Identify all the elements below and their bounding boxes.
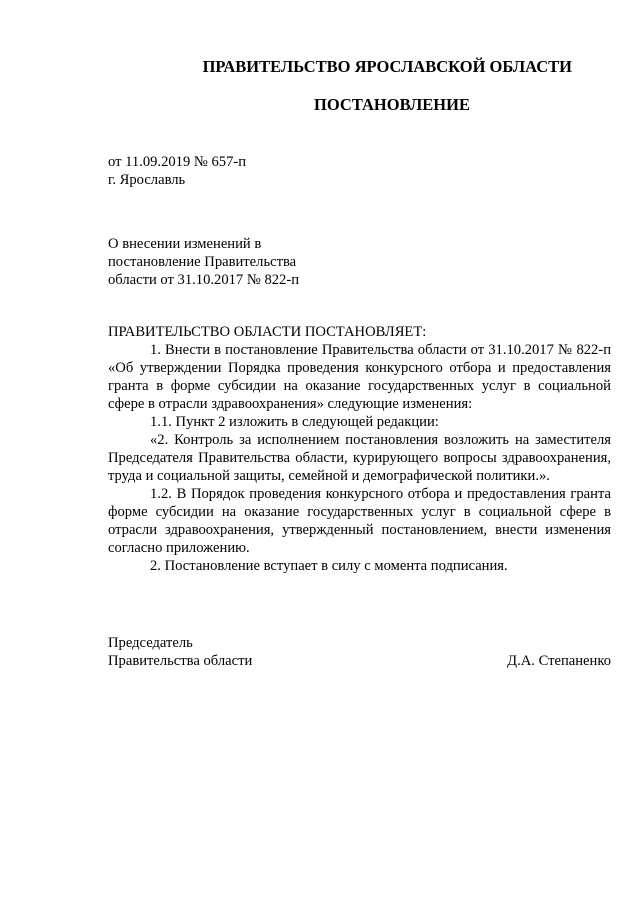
signatory-title-line1: Председатель [108,635,193,651]
body-paragraph: «2. Контроль за исполнением постановления возложить на заместителя Председателя Правительства области, курирующего вопросы здравоохранения, труда и социальной защиты, семейной и демографической политики.». [108,432,611,484]
subject-line: области от 31.10.2017 № 822-п [108,272,300,288]
body-paragraph: 1.1. Пункт 2 изложить в следующей редакции: [150,414,439,430]
document-subject [108,235,368,289]
decree-statement: ПРАВИТЕЛЬСТВО ОБЛАСТИ ПОСТАНОВЛЯЕТ: [108,324,427,340]
document-type-heading: ПОСТАНОВЛЕНИЕ [314,95,470,114]
document-date-number: от 11.09.2019 № 657-п [108,154,247,170]
body-paragraph: 1. Внести в постановление Правительства области от 31.10.2017 № 822-п «Об утверждении Порядка проведения конкурсного отбора и предоставления гранта в форме субсидии на оказание государственных услуг в социальной сфере в отрасли здравоохранения» следующие изменения: [108,342,611,412]
subject-line: О внесении изменений в [108,236,262,252]
body-paragraph: 2. Постановление вступает в силу с момента подписания. [150,558,508,574]
body-paragraph: 1.2. В Порядок проведения конкурсного отбора и предоставления гранта форме субсидии на оказание государственных услуг в социальной сфере в отрасли здравоохранения, утвержденный постановлением, внести изменения согласно приложению. [108,486,611,556]
signatory-title-line2: Правительства области [108,653,253,669]
document-city: г. Ярославль [108,172,186,188]
signature-row [108,652,611,670]
signatory-name: Д.А. Степаненко [507,653,611,669]
government-title: ПРАВИТЕЛЬСТВО ЯРОСЛАВСКОЙ ОБЛАСТИ [202,57,572,76]
document-body [108,323,611,575]
signature-block [108,634,611,670]
subject-line: постановление Правительства [108,254,297,270]
